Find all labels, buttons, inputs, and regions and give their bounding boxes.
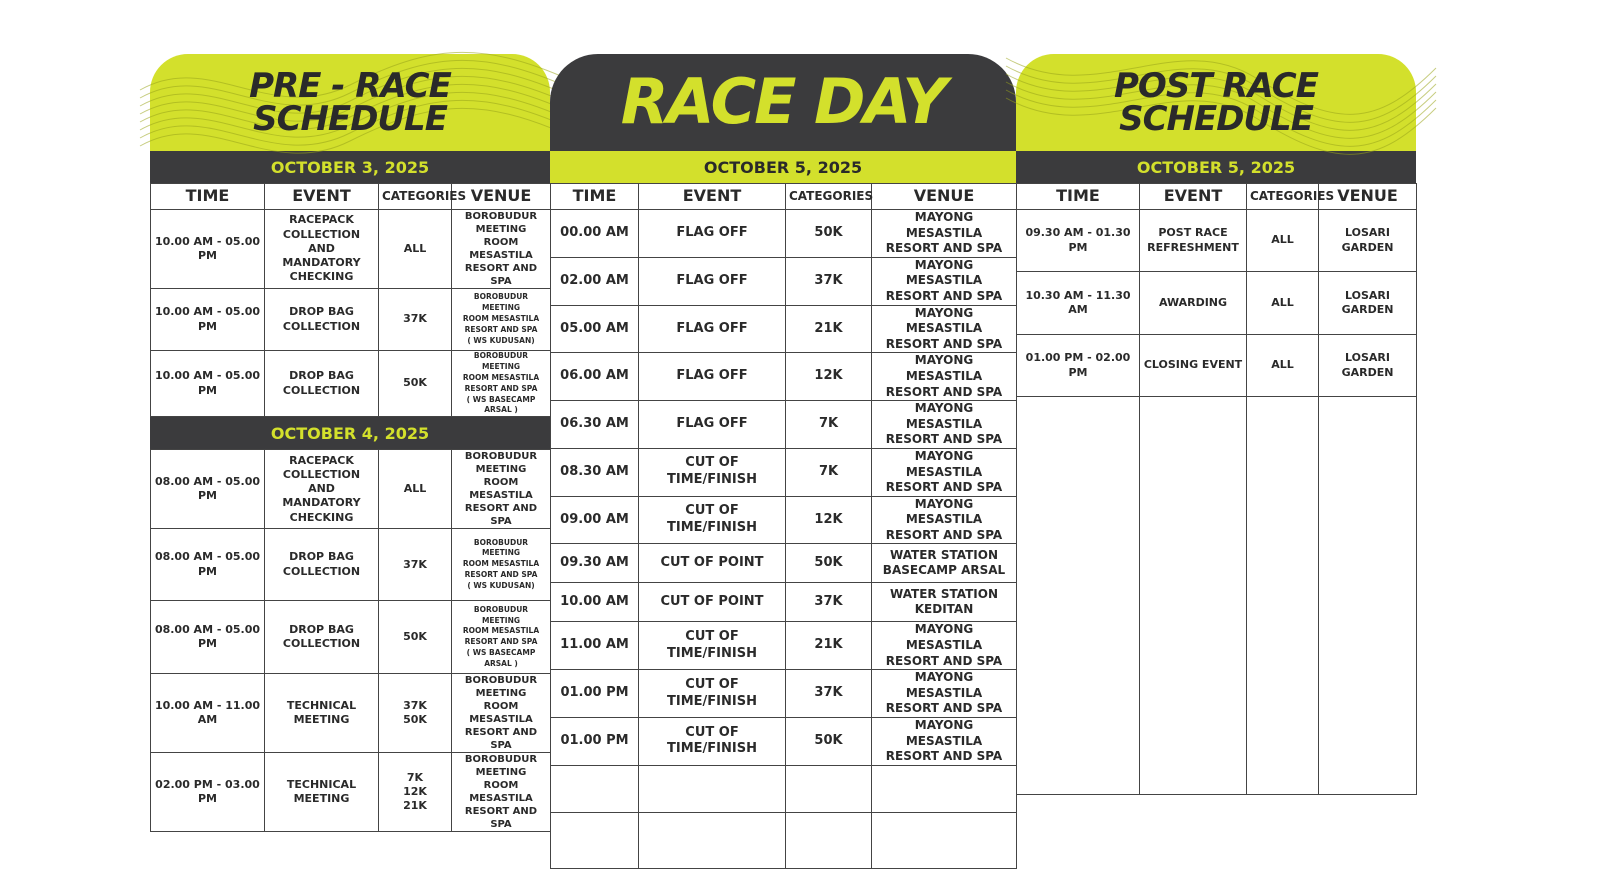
pre-race-panel xyxy=(150,54,550,832)
pre-race-date-oct3: OCTOBER 3, 2025 xyxy=(150,151,550,183)
table-row xyxy=(1017,272,1417,335)
pre-race-date-oct4: OCTOBER 4, 2025 xyxy=(150,417,550,449)
cell-event: DROP BAG COLLECTION xyxy=(265,351,379,417)
table-row xyxy=(551,401,1017,449)
table-row-empty xyxy=(551,765,1017,812)
cell-time: 10.00 AM - 05.00 PM xyxy=(151,210,265,289)
cell-categories: 21K xyxy=(786,305,872,353)
table-row xyxy=(151,674,551,753)
cell-venue: MAYONG MESASTILA RESORT AND SPA xyxy=(872,718,1017,766)
cell-time: 10.00 AM xyxy=(551,583,639,622)
cell-time: 11.00 AM xyxy=(551,622,639,670)
cell-event: RACEPACK COLLECTION AND MANDATORY CHECKING xyxy=(265,210,379,289)
cell-event: DROP BAG COLLECTION xyxy=(265,529,379,601)
table-row xyxy=(151,753,551,832)
cell-event: FLAG OFF xyxy=(639,305,786,353)
cell-event: CUT OF POINT xyxy=(639,544,786,583)
table-row xyxy=(551,544,1017,583)
cell-event: CUT OF TIME/FINISH xyxy=(639,448,786,496)
table-row xyxy=(551,718,1017,766)
cell-event: CUT OF TIME/FINISH xyxy=(639,718,786,766)
cell-venue: BOROBUDUR MEETING ROOM MESASTILA RESORT AND SPA xyxy=(452,450,551,529)
cell-time: 00.00 AM xyxy=(551,210,639,258)
cell-time: 02.00 PM - 03.00 PM xyxy=(151,753,265,832)
cell-venue: BOROBUDUR MEETING ROOM MESASTILA RESORT AND SPA ( WS KUDUSAN) xyxy=(452,529,551,601)
table-row xyxy=(551,353,1017,401)
pre-race-header xyxy=(150,54,550,151)
race-day-table xyxy=(550,183,1017,869)
col-header-venue: VENUE xyxy=(872,184,1017,210)
cell-venue: WATER STATION BASECAMP ARSAL xyxy=(872,544,1017,583)
table-header-row xyxy=(151,184,551,210)
cell-empty xyxy=(872,812,1017,868)
cell-venue: MAYONG MESASTILA RESORT AND SPA xyxy=(872,353,1017,401)
cell-venue: BOROBUDUR MEETING ROOM MESASTILA RESORT AND SPA ( WS BASECAMP ARSAL ) xyxy=(452,601,551,674)
cell-time: 02.00 AM xyxy=(551,257,639,305)
post-race-date: OCTOBER 5, 2025 xyxy=(1016,151,1416,183)
post-race-panel xyxy=(1016,54,1416,795)
table-row xyxy=(551,622,1017,670)
cell-venue: MAYONG MESASTILA RESORT AND SPA xyxy=(872,210,1017,258)
cell-time: 05.00 AM xyxy=(551,305,639,353)
cell-venue: MAYONG MESASTILA RESORT AND SPA xyxy=(872,622,1017,670)
cell-empty xyxy=(1017,397,1140,795)
cell-time: 10.00 AM - 05.00 PM xyxy=(151,351,265,417)
cell-categories: 50K xyxy=(786,210,872,258)
cell-categories: ALL xyxy=(1247,272,1319,335)
table-row xyxy=(1017,210,1417,272)
cell-categories: 7K 12K 21K xyxy=(379,753,452,832)
cell-event: DROP BAG COLLECTION xyxy=(265,601,379,674)
cell-event: FLAG OFF xyxy=(639,257,786,305)
cell-venue: BOROBUDUR MEETING ROOM MESASTILA RESORT AND SPA xyxy=(452,674,551,753)
cell-venue: WATER STATION KEDITAN xyxy=(872,583,1017,622)
table-row xyxy=(1017,335,1417,397)
cell-event: RACEPACK COLLECTION AND MANDATORY CHECKING xyxy=(265,450,379,529)
cell-venue: BOROBUDUR MEETING ROOM MESASTILA RESORT AND SPA xyxy=(452,753,551,832)
cell-categories: 37K xyxy=(379,289,452,351)
cell-time: 01.00 PM xyxy=(551,718,639,766)
cell-time: 08.00 AM - 05.00 PM xyxy=(151,450,265,529)
cell-event: CUT OF TIME/FINISH xyxy=(639,496,786,544)
cell-empty xyxy=(551,812,639,868)
col-header-time: TIME xyxy=(1017,184,1140,210)
cell-categories: 7K xyxy=(786,401,872,449)
col-header-categories: CATEGORIES xyxy=(786,184,872,210)
table-row xyxy=(151,210,551,289)
cell-time: 08.30 AM xyxy=(551,448,639,496)
cell-categories: 7K xyxy=(786,448,872,496)
cell-categories: 37K 50K xyxy=(379,674,452,753)
cell-time: 08.00 AM - 05.00 PM xyxy=(151,601,265,674)
cell-time: 10.30 AM - 11.30 AM xyxy=(1017,272,1140,335)
cell-venue: LOSARI GARDEN xyxy=(1319,210,1417,272)
cell-venue: LOSARI GARDEN xyxy=(1319,335,1417,397)
cell-event: FLAG OFF xyxy=(639,210,786,258)
cell-empty xyxy=(639,812,786,868)
cell-venue: MAYONG MESASTILA RESORT AND SPA xyxy=(872,305,1017,353)
post-race-title: POST RACE SCHEDULE xyxy=(1114,66,1318,139)
cell-event: FLAG OFF xyxy=(639,401,786,449)
table-header-row xyxy=(1017,184,1417,210)
table-row xyxy=(151,351,551,417)
cell-venue: BOROBUDUR MEETING ROOM MESASTILA RESORT AND SPA ( WS BASECAMP ARSAL ) xyxy=(452,351,551,417)
col-header-categories: CATEGORIES xyxy=(379,184,452,210)
table-row-empty xyxy=(551,812,1017,868)
cell-empty xyxy=(786,812,872,868)
cell-time: 09.30 AM - 01.30 PM xyxy=(1017,210,1140,272)
table-header-row xyxy=(551,184,1017,210)
pre-race-table-day1 xyxy=(150,183,551,417)
cell-empty xyxy=(1140,397,1247,795)
cell-empty xyxy=(551,765,639,812)
cell-event: AWARDING xyxy=(1140,272,1247,335)
cell-categories: 37K xyxy=(786,670,872,718)
cell-categories: ALL xyxy=(379,210,452,289)
cell-time: 10.00 AM - 05.00 PM xyxy=(151,289,265,351)
col-header-event: EVENT xyxy=(639,184,786,210)
cell-venue: LOSARI GARDEN xyxy=(1319,272,1417,335)
cell-empty xyxy=(1247,397,1319,795)
cell-categories: 37K xyxy=(786,583,872,622)
post-race-header xyxy=(1016,54,1416,151)
table-row xyxy=(551,448,1017,496)
cell-time: 09.30 AM xyxy=(551,544,639,583)
cell-event: CUT OF POINT xyxy=(639,583,786,622)
pre-race-title: PRE - RACE SCHEDULE xyxy=(249,66,451,139)
cell-event: CUT OF TIME/FINISH xyxy=(639,622,786,670)
cell-time: 01.00 PM xyxy=(551,670,639,718)
col-header-time: TIME xyxy=(151,184,265,210)
race-day-title: RACE DAY xyxy=(620,65,946,139)
cell-venue: MAYONG MESASTILA RESORT AND SPA xyxy=(872,448,1017,496)
col-header-venue: VENUE xyxy=(452,184,551,210)
cell-categories: 50K xyxy=(379,351,452,417)
race-day-date: OCTOBER 5, 2025 xyxy=(550,151,1016,183)
table-row xyxy=(551,305,1017,353)
cell-categories: 12K xyxy=(786,496,872,544)
pre-race-table-day2 xyxy=(150,449,551,832)
table-row xyxy=(551,257,1017,305)
race-day-panel xyxy=(550,54,1016,869)
cell-empty xyxy=(639,765,786,812)
cell-empty xyxy=(786,765,872,812)
cell-venue: MAYONG MESASTILA RESORT AND SPA xyxy=(872,257,1017,305)
table-row xyxy=(551,670,1017,718)
cell-categories: 50K xyxy=(379,601,452,674)
cell-event: TECHNICAL MEETING xyxy=(265,753,379,832)
cell-event: FLAG OFF xyxy=(639,353,786,401)
cell-categories: ALL xyxy=(1247,210,1319,272)
table-row xyxy=(551,210,1017,258)
table-row xyxy=(151,450,551,529)
cell-event: CUT OF TIME/FINISH xyxy=(639,670,786,718)
col-header-time: TIME xyxy=(551,184,639,210)
cell-time: 10.00 AM - 11.00 AM xyxy=(151,674,265,753)
cell-venue: MAYONG MESASTILA RESORT AND SPA xyxy=(872,401,1017,449)
table-row xyxy=(151,289,551,351)
col-header-event: EVENT xyxy=(265,184,379,210)
cell-categories: 37K xyxy=(379,529,452,601)
cell-empty xyxy=(872,765,1017,812)
cell-time: 09.00 AM xyxy=(551,496,639,544)
cell-time: 06.30 AM xyxy=(551,401,639,449)
cell-categories: ALL xyxy=(1247,335,1319,397)
cell-event: DROP BAG COLLECTION xyxy=(265,289,379,351)
cell-event: TECHNICAL MEETING xyxy=(265,674,379,753)
cell-time: 06.00 AM xyxy=(551,353,639,401)
table-row xyxy=(551,583,1017,622)
col-header-categories: CATEGORIES xyxy=(1247,184,1319,210)
cell-time: 08.00 AM - 05.00 PM xyxy=(151,529,265,601)
cell-categories: ALL xyxy=(379,450,452,529)
col-header-event: EVENT xyxy=(1140,184,1247,210)
table-row-empty xyxy=(1017,397,1417,795)
cell-time: 01.00 PM - 02.00 PM xyxy=(1017,335,1140,397)
cell-event: CLOSING EVENT xyxy=(1140,335,1247,397)
table-row xyxy=(551,496,1017,544)
table-row xyxy=(151,529,551,601)
cell-categories: 37K xyxy=(786,257,872,305)
cell-venue: BOROBUDUR MEETING ROOM MESASTILA RESORT AND SPA ( WS KUDUSAN) xyxy=(452,289,551,351)
cell-categories: 12K xyxy=(786,353,872,401)
cell-categories: 50K xyxy=(786,718,872,766)
col-header-venue: VENUE xyxy=(1319,184,1417,210)
cell-venue: MAYONG MESASTILA RESORT AND SPA xyxy=(872,670,1017,718)
race-day-header xyxy=(550,54,1016,151)
cell-event: POST RACE REFRESHMENT xyxy=(1140,210,1247,272)
cell-categories: 50K xyxy=(786,544,872,583)
cell-venue: BOROBUDUR MEETING ROOM MESASTILA RESORT AND SPA xyxy=(452,210,551,289)
post-race-table xyxy=(1016,183,1417,795)
table-row xyxy=(151,601,551,674)
cell-venue: MAYONG MESASTILA RESORT AND SPA xyxy=(872,496,1017,544)
cell-categories: 21K xyxy=(786,622,872,670)
cell-empty xyxy=(1319,397,1417,795)
